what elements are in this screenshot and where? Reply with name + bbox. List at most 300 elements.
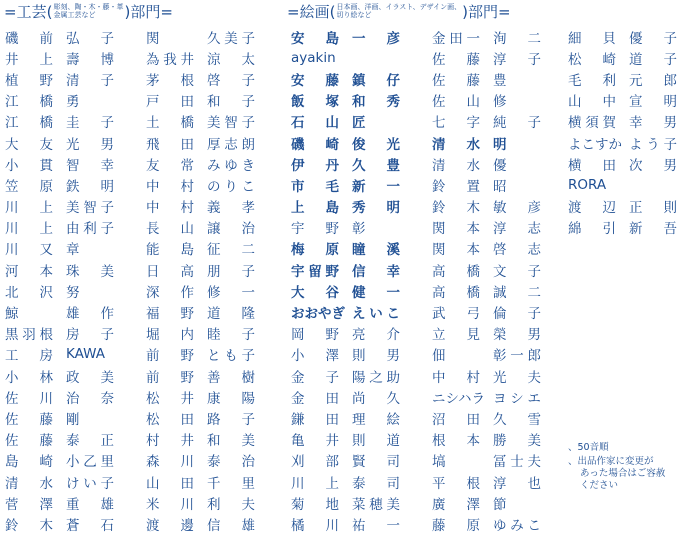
last-name: 根本 bbox=[432, 433, 480, 450]
first-name: 泰治 bbox=[207, 454, 255, 471]
name-entry bbox=[146, 153, 255, 174]
name-entry bbox=[146, 450, 255, 471]
first-name: 昭 bbox=[493, 178, 507, 195]
painting-column-1 bbox=[291, 26, 400, 535]
first-name: 美智子 bbox=[207, 115, 255, 132]
first-name: 匠 bbox=[352, 115, 366, 132]
first-name: 久豊 bbox=[352, 157, 400, 174]
footnote-order: 、50音順 bbox=[568, 442, 609, 453]
last-name: 友常 bbox=[146, 157, 194, 174]
first-name: 文子 bbox=[493, 263, 541, 280]
last-name: 渡邊 bbox=[146, 517, 194, 534]
last-name: 村井 bbox=[146, 433, 194, 450]
first-name: 宣明 bbox=[629, 94, 677, 111]
last-name: 川上 bbox=[291, 475, 339, 492]
first-name: 道隆 bbox=[207, 306, 255, 323]
last-name: 関本 bbox=[432, 242, 480, 259]
last-name: ニシハラ bbox=[432, 390, 486, 407]
first-name: 冨士夫 bbox=[493, 454, 541, 471]
painting-column-3 bbox=[568, 26, 677, 238]
name-entry bbox=[432, 90, 541, 111]
name-entry bbox=[146, 492, 255, 513]
first-name: 泰正 bbox=[66, 433, 114, 450]
last-name: 佃 bbox=[432, 348, 446, 365]
name-entry bbox=[432, 365, 541, 386]
header-crafts-suffix: 部門 bbox=[130, 3, 161, 21]
first-name: 和美 bbox=[207, 433, 255, 450]
name-entry bbox=[5, 111, 114, 132]
first-name: 亮介 bbox=[352, 327, 400, 344]
last-name: 堀内 bbox=[146, 327, 194, 344]
name-entry bbox=[432, 450, 541, 471]
last-name: 宇野 bbox=[291, 221, 339, 238]
last-name: 鎌田 bbox=[291, 411, 339, 428]
last-name: 金田一 bbox=[432, 30, 480, 47]
first-name: 涼太 bbox=[207, 51, 255, 68]
first-name: よう子 bbox=[629, 136, 677, 153]
last-name: 沼田 bbox=[432, 411, 480, 428]
first-name: 章 bbox=[66, 242, 80, 259]
name-entry bbox=[291, 174, 400, 195]
name-entry bbox=[146, 174, 255, 195]
last-name: 山中 bbox=[568, 94, 616, 111]
last-name: 関 bbox=[146, 30, 160, 47]
first-name: 信雄 bbox=[207, 517, 255, 534]
first-name: 光夫 bbox=[493, 369, 541, 386]
name-entry bbox=[5, 407, 114, 428]
name-entry bbox=[5, 153, 114, 174]
last-name: よこすか bbox=[568, 136, 622, 153]
last-name: 飛田 bbox=[146, 136, 194, 153]
name-entry bbox=[291, 429, 400, 450]
first-name: 泰司 bbox=[352, 475, 400, 492]
name-entry bbox=[291, 90, 400, 111]
header-crafts: = 工芸 ( 彫刻、陶・木・藤・革 金属工芸など ) 部門 = bbox=[4, 3, 173, 21]
last-name: 小貫 bbox=[5, 157, 53, 174]
last-name: 佐山 bbox=[432, 94, 480, 111]
name-entry bbox=[432, 344, 541, 365]
name-entry bbox=[291, 407, 400, 428]
last-name: 平根 bbox=[432, 475, 480, 492]
first-name: 啓子 bbox=[207, 72, 255, 89]
first-name: 彰一郎 bbox=[493, 348, 541, 365]
first-name: 優 bbox=[493, 157, 507, 174]
first-name: 久雪 bbox=[493, 411, 541, 428]
last-name: 中村 bbox=[146, 178, 194, 195]
name-entry bbox=[291, 68, 400, 89]
last-name: 立見 bbox=[432, 327, 480, 344]
name-entry bbox=[291, 365, 400, 386]
name-entry bbox=[5, 301, 114, 322]
footnote-change bbox=[568, 456, 665, 492]
name-entry bbox=[432, 301, 541, 322]
name-entry bbox=[432, 238, 541, 259]
name-entry bbox=[568, 111, 677, 132]
last-name: 植野 bbox=[5, 72, 53, 89]
last-name: 清水 bbox=[5, 475, 53, 492]
name-entry bbox=[291, 217, 400, 238]
last-name: 刈部 bbox=[291, 454, 339, 471]
last-name: 松井 bbox=[146, 390, 194, 407]
header-crafts-trail: = bbox=[160, 3, 173, 21]
last-name: おおやぎ bbox=[291, 306, 345, 323]
last-name: 鯨 bbox=[5, 306, 19, 323]
name-entry bbox=[5, 450, 114, 471]
name-entry bbox=[5, 323, 114, 344]
first-name: 政美 bbox=[66, 369, 114, 386]
name-entry bbox=[5, 259, 114, 280]
name-entry bbox=[5, 280, 114, 301]
first-name: 善樹 bbox=[207, 369, 255, 386]
last-name: 綿引 bbox=[568, 221, 616, 238]
name-entry bbox=[291, 471, 400, 492]
first-name: 房子 bbox=[66, 327, 114, 344]
first-name: 譲治 bbox=[207, 221, 255, 238]
first-name: 俊光 bbox=[352, 136, 400, 153]
last-name: 毛利 bbox=[568, 72, 616, 89]
header-crafts-note-line2: 金属工芸など bbox=[53, 11, 96, 19]
footnote-change-line3: ください bbox=[580, 480, 619, 491]
first-name: 賢司 bbox=[352, 454, 400, 471]
last-name: 伊丹 bbox=[291, 157, 339, 174]
name-entry bbox=[146, 301, 255, 322]
first-name: 祐一 bbox=[352, 517, 400, 534]
name-entry bbox=[146, 238, 255, 259]
last-name: 小林 bbox=[5, 369, 53, 386]
first-name: 剛 bbox=[66, 411, 80, 428]
last-name: 井上 bbox=[5, 51, 53, 68]
name-entry bbox=[432, 47, 541, 68]
first-name: 啓志 bbox=[493, 242, 541, 259]
last-name: 日高 bbox=[146, 263, 194, 280]
last-name: 高橋 bbox=[432, 284, 480, 301]
name-entry bbox=[568, 174, 677, 195]
last-name: 大谷 bbox=[291, 284, 339, 301]
name-entry bbox=[568, 217, 677, 238]
first-name: 淳志 bbox=[493, 221, 541, 238]
first-name: 倫子 bbox=[493, 306, 541, 323]
first-name: ヨシエ bbox=[493, 390, 541, 407]
last-name: 高橋 bbox=[432, 263, 480, 280]
last-name: 横田 bbox=[568, 157, 616, 174]
name-entry bbox=[432, 174, 541, 195]
name-entry bbox=[291, 301, 400, 322]
name-entry bbox=[146, 111, 255, 132]
name-entry bbox=[568, 68, 677, 89]
first-name: 壽博 bbox=[66, 51, 114, 68]
first-name: 弘子 bbox=[66, 30, 114, 47]
last-name: 茅根 bbox=[146, 72, 194, 89]
first-name: 元郎 bbox=[629, 72, 677, 89]
footnote-change-line2: あった場合はご容赦 bbox=[580, 468, 666, 479]
first-name: 和秀 bbox=[352, 94, 400, 111]
last-name: 森川 bbox=[146, 454, 194, 471]
name-entry bbox=[291, 513, 400, 534]
name-entry bbox=[432, 429, 541, 450]
last-name: 市毛 bbox=[291, 178, 339, 195]
last-name: 佐藤 bbox=[432, 72, 480, 89]
first-name: のりこ bbox=[207, 178, 255, 195]
name-entry bbox=[568, 47, 677, 68]
last-name: 関本 bbox=[432, 221, 480, 238]
name-entry bbox=[432, 407, 541, 428]
name-entry bbox=[291, 259, 400, 280]
name-entry bbox=[5, 429, 114, 450]
last-name: 江橋 bbox=[5, 94, 53, 111]
last-name: 亀井 bbox=[291, 433, 339, 450]
name-entry bbox=[432, 132, 541, 153]
last-name: 為我井 bbox=[146, 51, 194, 68]
last-name: 工房 bbox=[5, 348, 53, 365]
name-entry bbox=[432, 386, 541, 407]
name-entry bbox=[568, 132, 677, 153]
name-entry bbox=[432, 492, 541, 513]
first-name: 陽之助 bbox=[352, 369, 400, 386]
last-name: 廣澤 bbox=[432, 496, 480, 513]
last-name: 鈴木 bbox=[5, 517, 53, 534]
first-name: 則男 bbox=[352, 348, 400, 365]
first-name: えいこ bbox=[352, 306, 400, 323]
header-painting-note bbox=[336, 3, 461, 19]
last-name: 黒羽根 bbox=[5, 327, 53, 344]
name-entry bbox=[5, 132, 114, 153]
last-name: 佐川 bbox=[5, 390, 53, 407]
first-name: 勇 bbox=[66, 94, 80, 111]
name-entry bbox=[146, 90, 255, 111]
first-name: 淳也 bbox=[493, 475, 541, 492]
header-crafts-eq: = bbox=[4, 3, 17, 21]
last-name: 松田 bbox=[146, 411, 194, 428]
first-name: 路子 bbox=[207, 411, 255, 428]
first-name: 尚久 bbox=[352, 390, 400, 407]
first-name: 瞳溪 bbox=[352, 242, 400, 259]
header-painting-eq: = bbox=[287, 3, 300, 21]
last-name: ayakin bbox=[291, 49, 336, 66]
name-entry bbox=[291, 132, 400, 153]
last-name: 佐藤 bbox=[5, 433, 53, 450]
name-entry bbox=[432, 26, 541, 47]
name-entry bbox=[146, 429, 255, 450]
first-name: 修 bbox=[493, 94, 507, 111]
first-name: 勝美 bbox=[493, 433, 541, 450]
name-entry bbox=[146, 132, 255, 153]
last-name: 米川 bbox=[146, 496, 194, 513]
name-entry bbox=[5, 471, 114, 492]
last-name: 戸田 bbox=[146, 94, 194, 111]
crafts-column-1 bbox=[5, 26, 114, 535]
header-painting-label: 絵画 bbox=[299, 3, 330, 21]
first-name: 康陽 bbox=[207, 390, 255, 407]
name-entry bbox=[5, 217, 114, 238]
name-entry bbox=[568, 90, 677, 111]
footnotes bbox=[568, 442, 665, 494]
last-name: 岡野 bbox=[291, 327, 339, 344]
last-name: 塙 bbox=[432, 454, 446, 471]
crafts-column-2 bbox=[146, 26, 255, 535]
name-entry bbox=[146, 323, 255, 344]
last-name: 能島 bbox=[146, 242, 194, 259]
name-entry bbox=[291, 26, 400, 47]
name-entry bbox=[291, 344, 400, 365]
first-name: 利夫 bbox=[207, 496, 255, 513]
name-entry bbox=[5, 238, 114, 259]
name-entry bbox=[146, 26, 255, 47]
first-name: 純子 bbox=[493, 115, 541, 132]
name-entry bbox=[568, 153, 677, 174]
first-name: 珠美 bbox=[66, 263, 114, 280]
last-name: 清水 bbox=[432, 157, 480, 174]
last-name: 磯崎 bbox=[291, 136, 339, 153]
last-name: 梅原 bbox=[291, 242, 339, 259]
first-name: 洵二 bbox=[493, 30, 541, 47]
last-name: 川上 bbox=[5, 200, 53, 217]
name-entry bbox=[5, 196, 114, 217]
name-entry bbox=[291, 111, 400, 132]
last-name: 菊地 bbox=[291, 496, 339, 513]
last-name: 笠原 bbox=[5, 178, 53, 195]
first-name: 努 bbox=[66, 284, 80, 301]
header-painting-note-line2: 切り絵など bbox=[336, 11, 372, 19]
first-name: 幸男 bbox=[629, 115, 677, 132]
name-entry bbox=[5, 492, 114, 513]
last-name: 土橋 bbox=[146, 115, 194, 132]
last-name: 上島 bbox=[291, 200, 339, 217]
last-name: 小澤 bbox=[291, 348, 339, 365]
last-name: 長山 bbox=[146, 221, 194, 238]
name-entry bbox=[5, 47, 114, 68]
first-name: 千里 bbox=[207, 475, 255, 492]
first-name: 誠二 bbox=[493, 284, 541, 301]
name-entry bbox=[432, 280, 541, 301]
first-name: 次男 bbox=[629, 157, 677, 174]
first-name: 睦子 bbox=[207, 327, 255, 344]
first-name: 榮男 bbox=[493, 327, 541, 344]
first-name: 豊 bbox=[493, 72, 507, 89]
header-painting-note-line1: 日本画、洋画、イラスト、デザイン画、 bbox=[336, 3, 462, 11]
name-entry bbox=[291, 280, 400, 301]
name-entry bbox=[146, 471, 255, 492]
name-entry bbox=[146, 280, 255, 301]
last-name: 石山 bbox=[291, 115, 339, 132]
last-name: 深作 bbox=[146, 284, 194, 301]
first-name: 由利子 bbox=[66, 221, 114, 238]
last-name: 鈴置 bbox=[432, 178, 480, 195]
first-name: 朋子 bbox=[207, 263, 255, 280]
first-name: 淳子 bbox=[493, 51, 541, 68]
last-name: 大友 bbox=[5, 136, 53, 153]
first-name: ゆみこ bbox=[493, 517, 541, 534]
name-entry bbox=[146, 513, 255, 534]
first-name: 彰 bbox=[352, 221, 366, 238]
name-entry bbox=[432, 196, 541, 217]
first-name: 久美子 bbox=[207, 30, 255, 47]
first-name: 菜穂美 bbox=[352, 496, 400, 513]
last-name: 佐藤 bbox=[432, 51, 480, 68]
last-name: 橘川 bbox=[291, 517, 339, 534]
first-name: 正則 bbox=[629, 200, 677, 217]
name-entry bbox=[146, 386, 255, 407]
first-name: 新一 bbox=[352, 178, 400, 195]
name-entry bbox=[146, 196, 255, 217]
first-name: 清子 bbox=[66, 72, 114, 89]
last-name: 河本 bbox=[5, 263, 53, 280]
name-entry bbox=[5, 344, 114, 365]
header-crafts-note-line1: 彫刻、陶・木・藤・革 bbox=[53, 3, 124, 11]
last-name: 中村 bbox=[146, 200, 194, 217]
name-entry bbox=[291, 196, 400, 217]
name-entry bbox=[5, 90, 114, 111]
name-entry bbox=[291, 450, 400, 471]
name-entry bbox=[146, 259, 255, 280]
name-entry bbox=[291, 47, 400, 68]
name-entry bbox=[5, 174, 114, 195]
first-name: 新吾 bbox=[629, 221, 677, 238]
first-name: みゆき bbox=[207, 157, 255, 174]
first-name: 理絵 bbox=[352, 411, 400, 428]
first-name: 光男 bbox=[66, 136, 114, 153]
first-name: 治奈 bbox=[66, 390, 114, 407]
last-name: 宇留野 bbox=[291, 263, 339, 280]
header-crafts-label: 工芸 bbox=[16, 3, 47, 21]
first-name: 信幸 bbox=[352, 263, 400, 280]
footnote-change-line1: 、出品作家に変更が bbox=[568, 456, 654, 467]
name-entry bbox=[291, 323, 400, 344]
name-entry bbox=[146, 365, 255, 386]
last-name: 飯塚 bbox=[291, 94, 339, 111]
last-name: 安藤 bbox=[291, 72, 339, 89]
name-entry bbox=[5, 68, 114, 89]
first-name: 和子 bbox=[207, 94, 255, 111]
header-painting-trail: = bbox=[498, 3, 511, 21]
last-name: 清水 bbox=[432, 136, 480, 153]
header-painting-suffix: 部門 bbox=[467, 3, 498, 21]
header-painting: = 絵画 ( 日本画、洋画、イラスト、デザイン画、 切り絵など ) 部門 = bbox=[287, 3, 511, 21]
name-entry bbox=[291, 386, 400, 407]
name-entry bbox=[5, 513, 114, 534]
last-name: RORA bbox=[568, 176, 607, 193]
last-name: 松崎 bbox=[568, 51, 616, 68]
last-name: 福野 bbox=[146, 306, 194, 323]
name-entry bbox=[146, 217, 255, 238]
last-name: 前野 bbox=[146, 348, 194, 365]
first-name: 節 bbox=[493, 496, 507, 513]
first-name: 圭子 bbox=[66, 115, 114, 132]
last-name: 佐藤 bbox=[5, 411, 53, 428]
name-entry bbox=[291, 492, 400, 513]
first-name: 敏彦 bbox=[493, 200, 541, 217]
first-name: 鎮仔 bbox=[352, 72, 400, 89]
last-name: 渡辺 bbox=[568, 200, 616, 217]
name-entry bbox=[432, 68, 541, 89]
last-name: 川上 bbox=[5, 221, 53, 238]
name-entry bbox=[146, 344, 255, 365]
name-entry bbox=[146, 68, 255, 89]
name-entry bbox=[568, 196, 677, 217]
first-name: 優子 bbox=[629, 30, 677, 47]
name-entry bbox=[432, 471, 541, 492]
last-name: 前野 bbox=[146, 369, 194, 386]
header-crafts-note bbox=[53, 3, 123, 19]
first-name: 征二 bbox=[207, 242, 255, 259]
last-name: 細貝 bbox=[568, 30, 616, 47]
last-name: 金子 bbox=[291, 369, 339, 386]
first-name: 智幸 bbox=[66, 157, 114, 174]
last-name: 横須賀 bbox=[568, 115, 616, 132]
first-name: けい子 bbox=[66, 475, 114, 492]
name-entry bbox=[5, 386, 114, 407]
last-name: 七字 bbox=[432, 115, 480, 132]
name-entry bbox=[432, 153, 541, 174]
